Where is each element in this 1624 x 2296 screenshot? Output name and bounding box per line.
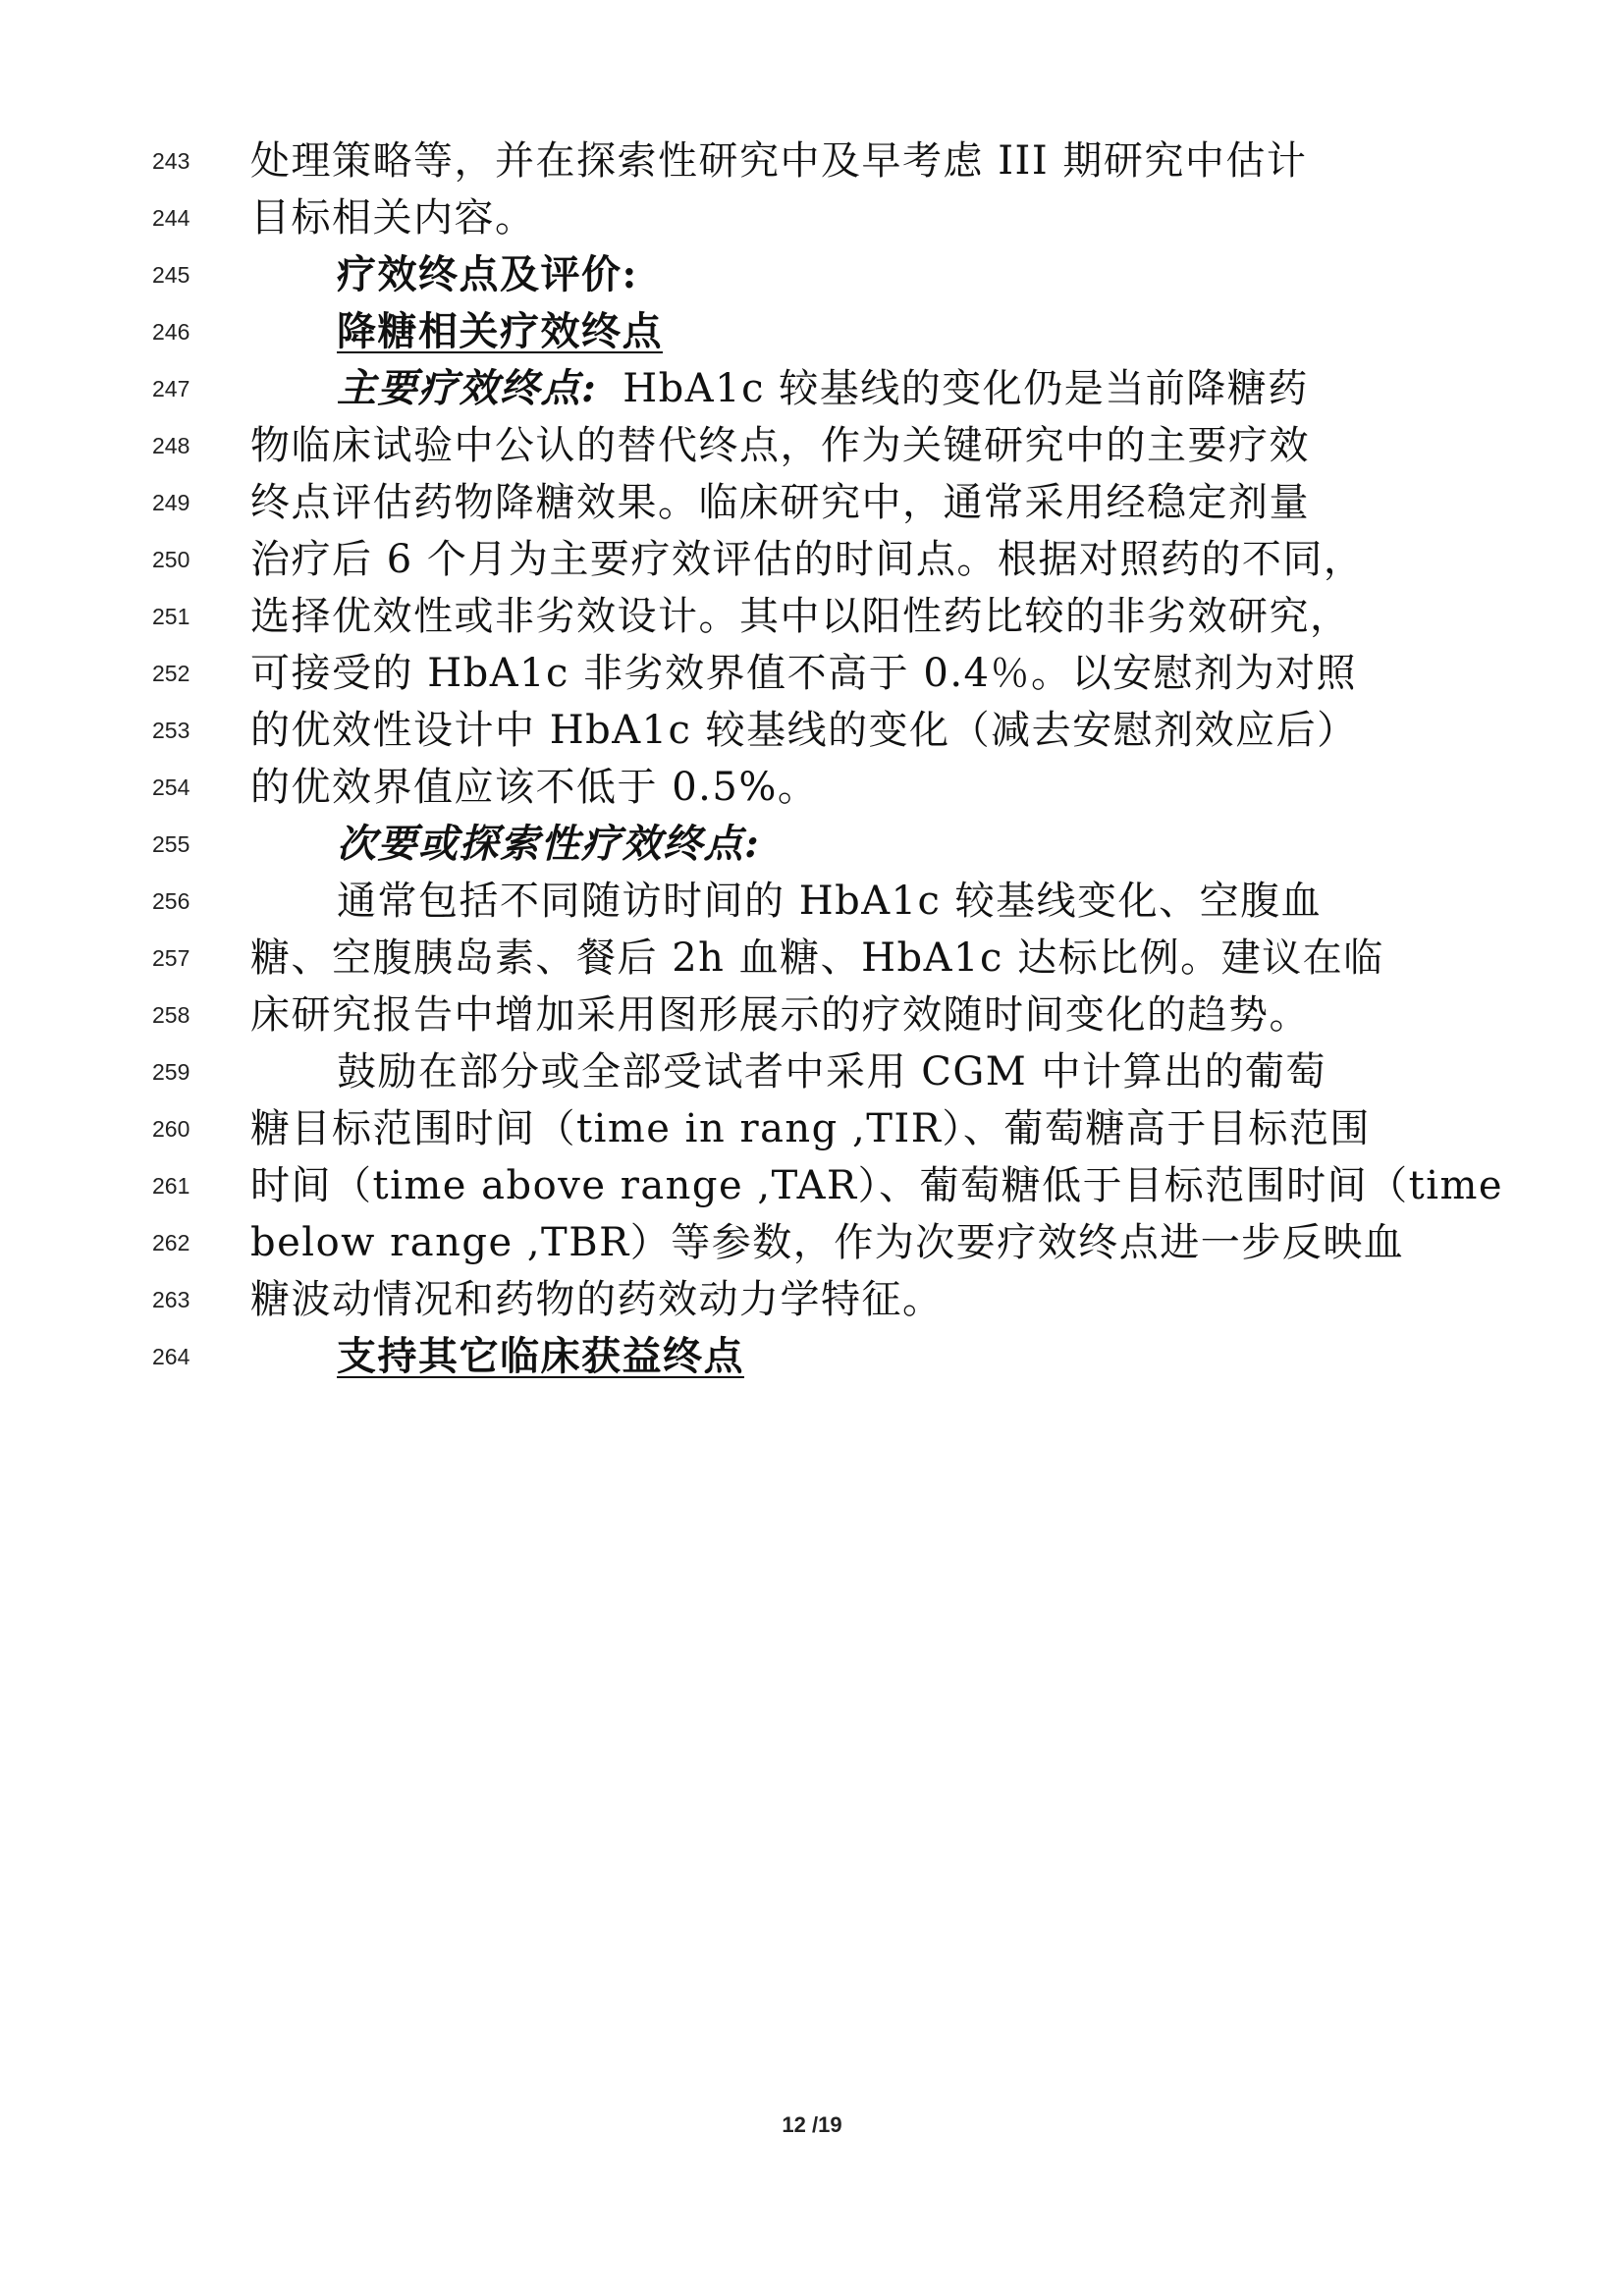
line-text: 糖、空腹胰岛素、餐后 2h 血糖、HbA1c 达标比例。建议在临 xyxy=(250,935,1384,981)
line-number: 263 xyxy=(152,1287,190,1312)
line-number: 248 xyxy=(152,433,190,458)
line-number: 258 xyxy=(152,1002,190,1028)
line-text: 治疗后 6 个月为主要疗效评估的时间点。根据对照药的不同， xyxy=(250,537,1365,582)
text-line-264 xyxy=(0,1313,1624,1400)
line-text: 的优效界值应该不低于 0.5%。 xyxy=(250,765,819,810)
line-text: 鼓励在部分或全部受试者中采用 CGM 中计算出的葡萄 xyxy=(337,1049,1326,1095)
line-number: 261 xyxy=(152,1173,190,1199)
line-number: 245 xyxy=(152,262,190,288)
line-number: 249 xyxy=(152,490,190,515)
line-text: 处理策略等，并在探索性研究中及早考虑 III 期研究中估计 xyxy=(250,138,1308,184)
line-text: 通常包括不同随访时间的 HbA1c 较基线变化、空腹血 xyxy=(337,879,1323,924)
line-number: 250 xyxy=(152,547,190,572)
line-number: 256 xyxy=(152,888,190,914)
line-text: 时间（time above range ,TAR）、葡萄糖低于目标范围时间（time xyxy=(250,1163,1504,1208)
line-text: 床研究报告中增加采用图形展示的疗效随时间变化的趋势。 xyxy=(250,992,1310,1038)
line-text: 糖波动情况和药物的药效动力学特征。 xyxy=(250,1277,944,1322)
line-number: 264 xyxy=(152,1344,190,1369)
line-number: 257 xyxy=(152,945,190,971)
line-text: 糖目标范围时间（time in rang ,TIR）、葡萄糖高于目标范围 xyxy=(250,1106,1371,1151)
line-number: 243 xyxy=(152,148,190,174)
line-number: 255 xyxy=(152,831,190,857)
line-number: 251 xyxy=(152,604,190,629)
line-number: 244 xyxy=(152,205,190,231)
line-number: 254 xyxy=(152,774,190,800)
line-text: 可接受的 HbA1c 非劣效界值不高于 0.4％。以安慰剂为对照 xyxy=(250,651,1357,696)
line-number: 246 xyxy=(152,319,190,345)
line-number: 262 xyxy=(152,1230,190,1255)
line-number: 253 xyxy=(152,718,190,743)
line-number: 260 xyxy=(152,1116,190,1142)
subsection-heading: 降糖相关疗效终点 xyxy=(337,308,663,354)
line-text: 终点评估药物降糖效果。临床研究中，通常采用经稳定剂量 xyxy=(250,480,1310,525)
primary-endpoint-label: 主要疗效终点: xyxy=(337,365,598,411)
line-number: 247 xyxy=(152,376,190,401)
secondary-endpoint-heading: 次要或探索性疗效终点: xyxy=(337,821,761,867)
line-number: 259 xyxy=(152,1059,190,1085)
line-number: 252 xyxy=(152,661,190,686)
line-text-rest: HbA1c 较基线的变化仍是当前降糖药 xyxy=(623,366,1309,411)
line-text: 物临床试验中公认的替代终点，作为关键研究中的主要疗效 xyxy=(250,423,1310,468)
line-text: below range ,TBR）等参数，作为次要疗效终点进一步反映血 xyxy=(250,1220,1405,1265)
section-heading: 疗效终点及评价: xyxy=(337,251,638,297)
page-number: 12 /19 xyxy=(782,2112,842,2137)
line-text: 目标相关内容。 xyxy=(250,195,536,240)
subsection-heading: 支持其它临床获益终点 xyxy=(337,1333,744,1379)
line-text: 的优效性设计中 HbA1c 较基线的变化（减去安慰剂效应后） xyxy=(250,708,1358,753)
line-text: 选择优效性或非劣效设计。其中以阳性药比较的非劣效研究， xyxy=(250,594,1351,639)
